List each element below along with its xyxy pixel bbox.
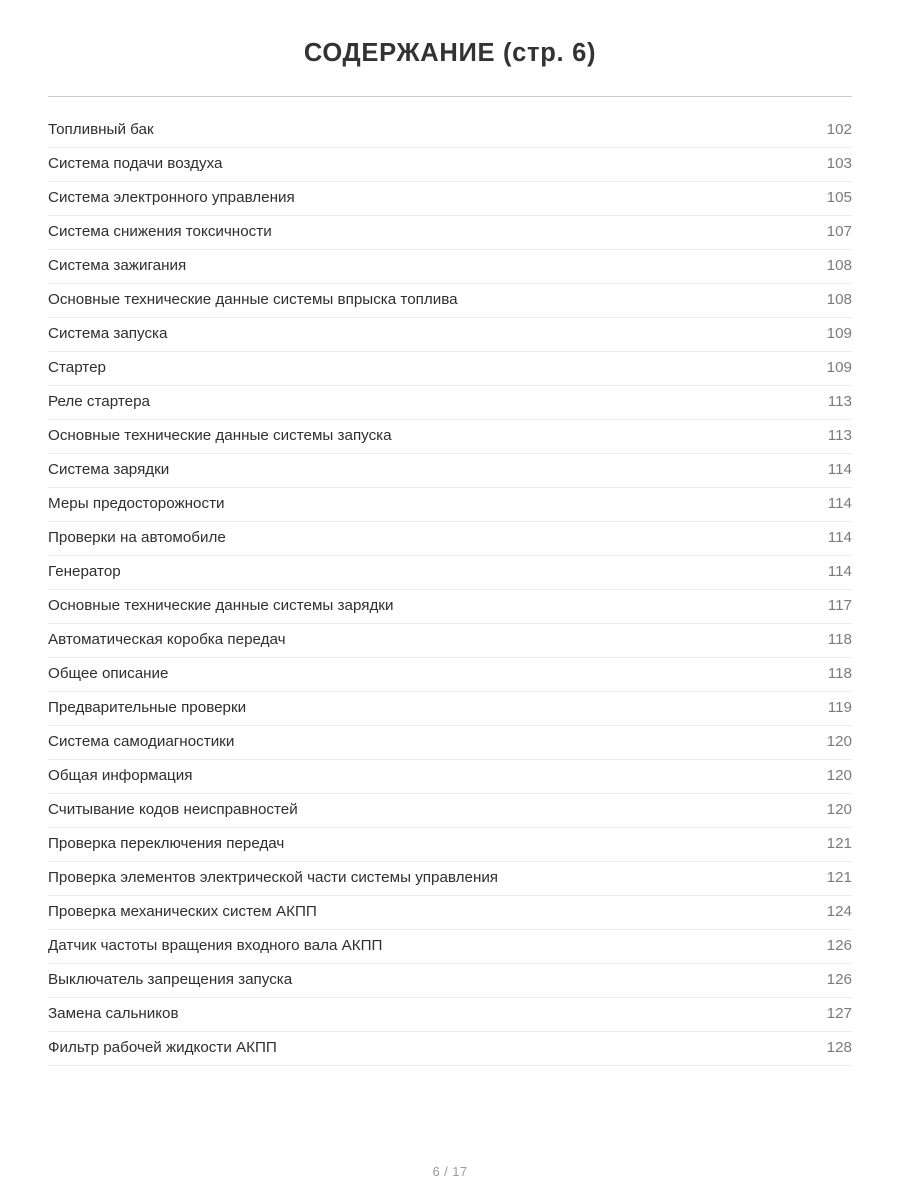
toc-entry-title: Система зарядки bbox=[48, 461, 170, 479]
toc-entry-page-number: 120 bbox=[826, 733, 852, 751]
toc-entry-page-number: 107 bbox=[826, 223, 852, 241]
toc-entry-title: Проверки на автомобиле bbox=[48, 529, 226, 547]
toc-entry-title: Топливный бак bbox=[48, 121, 154, 139]
toc-entry[interactable] bbox=[48, 420, 852, 454]
toc-entry[interactable] bbox=[48, 216, 852, 250]
toc-entry[interactable] bbox=[48, 998, 852, 1032]
toc-entry-title: Система самодиагностики bbox=[48, 733, 235, 751]
toc-entry[interactable] bbox=[48, 114, 852, 148]
toc-entry-page-number: 103 bbox=[826, 155, 852, 173]
toc-entry-title: Система зажигания bbox=[48, 257, 187, 275]
toc-entry[interactable] bbox=[48, 148, 852, 182]
toc-entry-title: Фильтр рабочей жидкости АКПП bbox=[48, 1039, 277, 1057]
toc-entry-page-number: 117 bbox=[827, 597, 852, 615]
toc-entry-title: Система электронного управления bbox=[48, 189, 295, 207]
toc-entry[interactable] bbox=[48, 930, 852, 964]
toc-entry[interactable] bbox=[48, 760, 852, 794]
toc-entry[interactable] bbox=[48, 828, 852, 862]
toc-entry[interactable] bbox=[48, 862, 852, 896]
toc-entry-page-number: 118 bbox=[827, 665, 852, 683]
toc-entry-title: Основные технические данные системы запуска bbox=[48, 427, 392, 445]
toc-entry[interactable] bbox=[48, 590, 852, 624]
toc-entry-page-number: 121 bbox=[826, 835, 852, 853]
toc-entry[interactable] bbox=[48, 318, 852, 352]
toc-entry-page-number: 114 bbox=[827, 461, 852, 479]
toc-entry[interactable] bbox=[48, 522, 852, 556]
toc-entry-page-number: 102 bbox=[826, 121, 852, 139]
toc-entry-title: Проверка элементов электрической части системы управления bbox=[48, 869, 499, 887]
toc-entry-title: Генератор bbox=[48, 563, 121, 581]
toc-entry-page-number: 127 bbox=[826, 1005, 852, 1023]
toc-entry-page-number: 114 bbox=[827, 495, 852, 513]
toc-entry[interactable] bbox=[48, 794, 852, 828]
toc-entry-title: Выключатель запрещения запуска bbox=[48, 971, 293, 989]
toc-entry-page-number: 124 bbox=[826, 903, 852, 921]
toc-entry-title: Основные технические данные системы впрыска топлива bbox=[48, 291, 458, 309]
toc-entry-title: Меры предосторожности bbox=[48, 495, 225, 513]
toc-entry-page-number: 126 bbox=[826, 937, 852, 955]
toc-entry[interactable] bbox=[48, 624, 852, 658]
toc-entry-page-number: 121 bbox=[826, 869, 852, 887]
toc-entry-title: Система подачи воздуха bbox=[48, 155, 223, 173]
toc-entry-title: Основные технические данные системы зарядки bbox=[48, 597, 394, 615]
toc-entry-page-number: 108 bbox=[826, 257, 852, 275]
toc-entry-title: Стартер bbox=[48, 359, 106, 377]
toc-entry[interactable] bbox=[48, 352, 852, 386]
toc-entry-title: Реле стартера bbox=[48, 393, 150, 411]
toc-entry[interactable] bbox=[48, 726, 852, 760]
toc-entry-page-number: 114 bbox=[827, 529, 852, 547]
toc-entry[interactable] bbox=[48, 692, 852, 726]
toc-entry[interactable] bbox=[48, 386, 852, 420]
toc-entry-page-number: 109 bbox=[826, 359, 852, 377]
toc-entry[interactable] bbox=[48, 488, 852, 522]
toc-entry[interactable] bbox=[48, 284, 852, 318]
toc-entry-page-number: 113 bbox=[827, 393, 852, 411]
toc-entry-title: Датчик частоты вращения входного вала АКПП bbox=[48, 937, 383, 955]
toc-entry-page-number: 120 bbox=[826, 801, 852, 819]
toc-entry-page-number: 105 bbox=[826, 189, 852, 207]
toc-entry-title: Автоматическая коробка передач bbox=[48, 631, 286, 649]
page-indicator: 6 / 17 bbox=[432, 1163, 468, 1179]
toc-entry[interactable] bbox=[48, 250, 852, 284]
toc-entry[interactable] bbox=[48, 556, 852, 590]
toc-entry-title: Система снижения токсичности bbox=[48, 223, 272, 241]
toc-entry-title: Система запуска bbox=[48, 325, 168, 343]
toc-entry-page-number: 108 bbox=[826, 291, 852, 309]
toc-entry-page-number: 119 bbox=[827, 699, 852, 717]
toc-entry-page-number: 114 bbox=[827, 563, 852, 581]
toc-entry-page-number: 120 bbox=[826, 767, 852, 785]
toc-entry-title: Предварительные проверки bbox=[48, 699, 247, 717]
toc-entry-page-number: 126 bbox=[826, 971, 852, 989]
toc-entry-page-number: 113 bbox=[827, 427, 852, 445]
toc-entry-title: Считывание кодов неисправностей bbox=[48, 801, 298, 819]
page-footer bbox=[0, 1142, 900, 1200]
toc-entry[interactable] bbox=[48, 964, 852, 998]
toc-entry-title: Замена сальников bbox=[48, 1005, 179, 1023]
toc-entry-page-number: 128 bbox=[826, 1039, 852, 1057]
toc-entry[interactable] bbox=[48, 896, 852, 930]
toc-entry-title: Общая информация bbox=[48, 767, 193, 785]
toc-entry-title: Проверка переключения передач bbox=[48, 835, 285, 853]
toc-entry-page-number: 118 bbox=[827, 631, 852, 649]
page-title: СОДЕРЖАНИЕ (стр. 6) bbox=[303, 39, 597, 67]
toc-entry-title: Общее описание bbox=[48, 665, 169, 683]
toc-entry-title: Проверка механических систем АКПП bbox=[48, 903, 317, 921]
toc-entry[interactable] bbox=[48, 658, 852, 692]
toc-entry[interactable] bbox=[48, 1032, 852, 1066]
toc-entry[interactable] bbox=[48, 182, 852, 216]
toc-entry[interactable] bbox=[48, 454, 852, 488]
toc-entry-page-number: 109 bbox=[826, 325, 852, 343]
table-of-contents bbox=[48, 97, 852, 1066]
